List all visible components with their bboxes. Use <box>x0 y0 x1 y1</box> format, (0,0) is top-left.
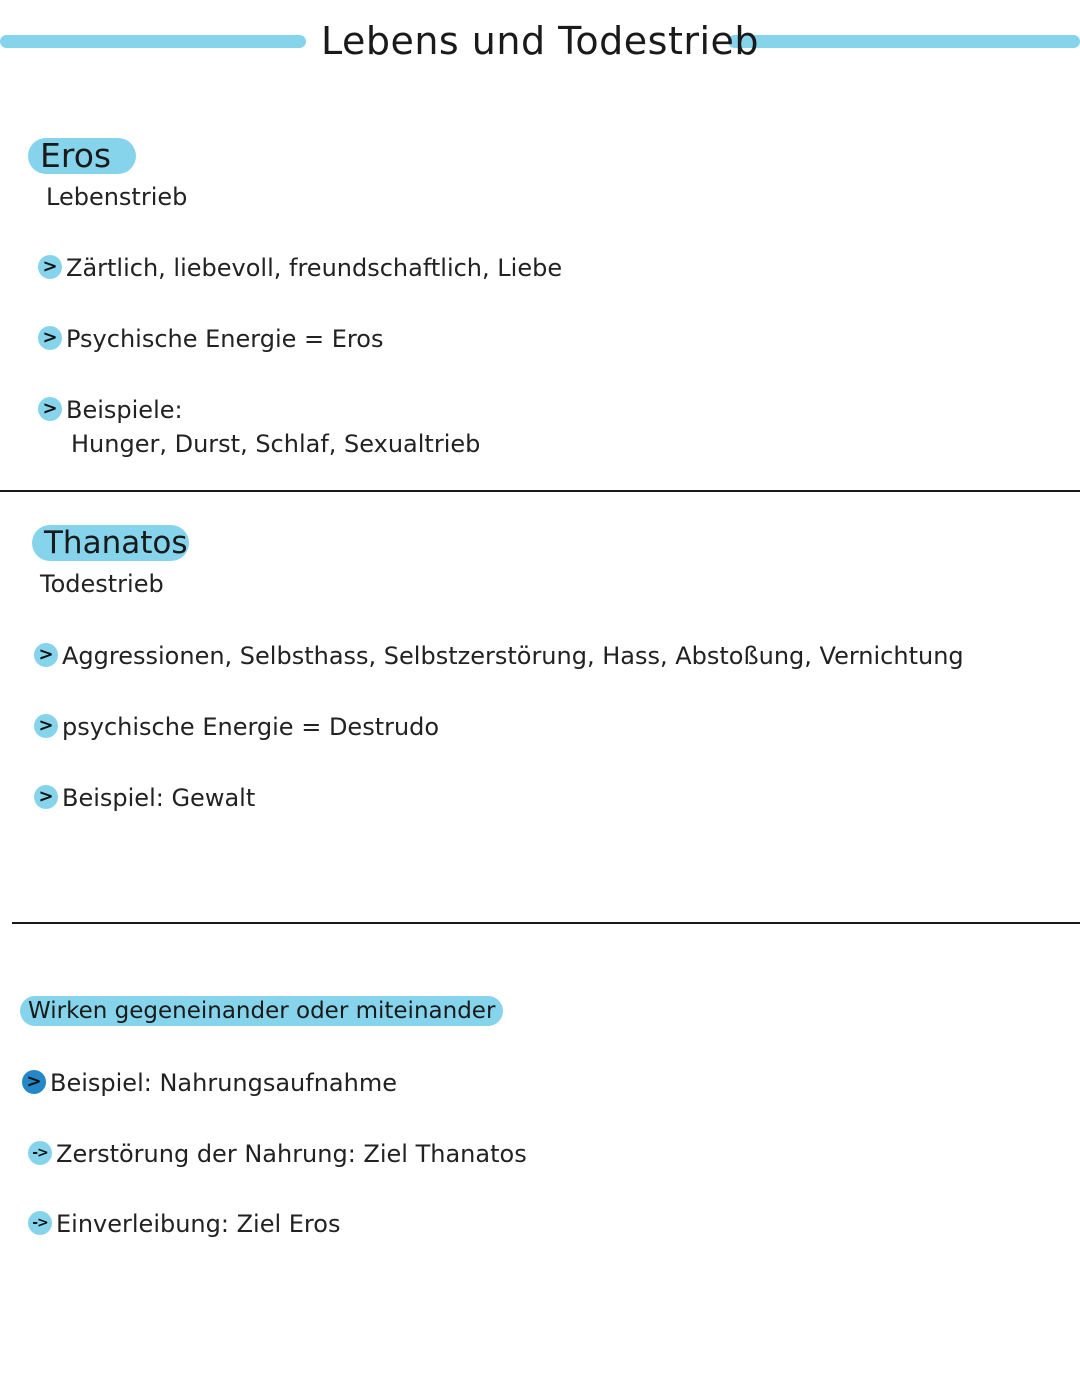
eros-bullet-3-continuation: Hunger, Durst, Schlaf, Sexualtrieb <box>71 430 481 458</box>
interaction-item-3: -> Einverleibung: Ziel Eros <box>28 1207 340 1241</box>
right-arrow-icon: -> <box>28 1211 52 1235</box>
right-arrow-icon: -> <box>28 1141 52 1165</box>
thanatos-bullet-1: > Aggressionen, Selbsthass, Selbstzerstörung, Hass, Abstoßung, Vernichtung <box>34 639 964 673</box>
thanatos-bullet-2: > psychische Energie = Destrudo <box>34 710 439 744</box>
thanatos-heading: Thanatos <box>32 525 189 561</box>
divider-2 <box>12 922 1080 924</box>
eros-bullet-3: > Beispiele: <box>38 393 183 427</box>
eros-heading: Eros <box>28 138 136 174</box>
arrow-icon: > <box>34 643 58 667</box>
arrow-icon: > <box>34 785 58 809</box>
thanatos-bullet-3: > Beispiel: Gewalt <box>34 781 255 815</box>
divider-1 <box>0 490 1080 492</box>
thanatos-subtitle: Todestrieb <box>40 570 164 598</box>
arrow-icon: > <box>38 326 62 350</box>
eros-bullet-1: > Zärtlich, liebevoll, freundschaftlich, Liebe <box>38 251 562 285</box>
eros-bullet-2: > Psychische Energie = Eros <box>38 322 383 356</box>
interaction-item-1: > Beispiel: Nahrungsaufnahme <box>22 1066 397 1100</box>
eros-subtitle: Lebenstrieb <box>46 183 188 211</box>
arrow-icon: > <box>22 1070 46 1094</box>
page-title: Lebens und Todestrieb <box>320 19 760 63</box>
arrow-icon: > <box>38 255 62 279</box>
interaction-heading: Wirken gegeneinander oder miteinander <box>20 996 503 1026</box>
arrow-icon: > <box>38 397 62 421</box>
interaction-item-2: -> Zerstörung der Nahrung: Ziel Thanatos <box>28 1137 527 1171</box>
arrow-icon: > <box>34 714 58 738</box>
